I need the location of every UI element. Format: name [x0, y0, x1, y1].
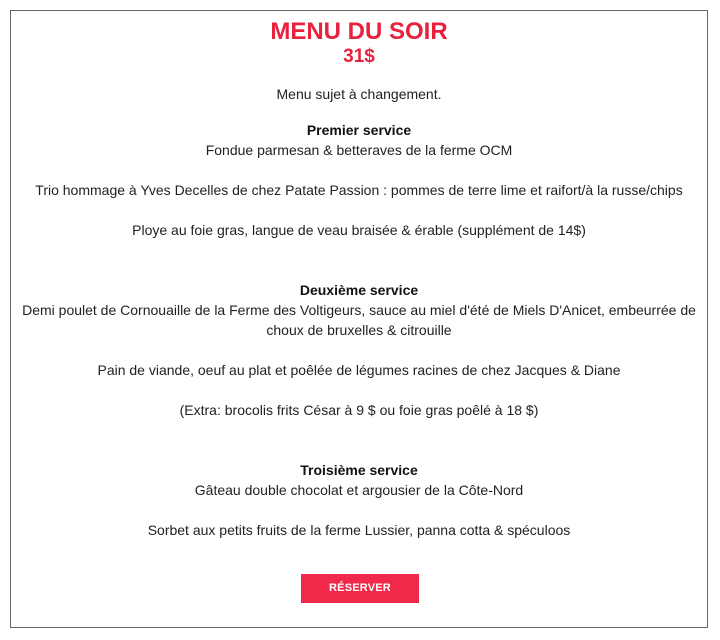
menu-item: Pain de viande, oeuf au plat et poêlée de légumes racines de chez Jacques & Diane — [97, 362, 621, 378]
menu-item: Gâteau double chocolat et argousier de la Côte-Nord — [194, 482, 524, 498]
menu-note: Menu sujet à changement. — [276, 86, 442, 102]
menu-item: Trio hommage à Yves Decelles de chez Patate Passion : pommes de terre lime et raifort/à la russe/chips — [35, 182, 683, 198]
menu-panel — [10, 10, 708, 628]
menu-item-extra: (Extra: brocolis frits César à 9 $ ou foie gras poêlé à 18 $) — [179, 402, 539, 418]
section-heading-second: Deuxième service — [299, 282, 419, 298]
menu-item-continued: choux de bruxelles & citrouille — [266, 322, 452, 338]
menu-item: Sorbet aux petits fruits de la ferme Lussier, panna cotta & spéculoos — [147, 522, 571, 538]
reserve-button[interactable]: RÉSERVER — [301, 574, 419, 603]
menu-item: Demi poulet de Cornouaille de la Ferme des Voltigeurs, sauce au miel d'été de Miels D'Anicet, embeurrée de — [22, 302, 696, 318]
menu-title: MENU DU SOIR — [270, 18, 448, 45]
section-heading-first: Premier service — [306, 122, 412, 138]
section-heading-third: Troisième service — [300, 462, 418, 478]
menu-item: Ploye au foie gras, langue de veau braisée & érable (supplément de 14$) — [132, 222, 586, 238]
menu-item: Fondue parmesan & betteraves de la ferme OCM — [205, 142, 513, 158]
menu-price: 31$ — [343, 46, 375, 67]
